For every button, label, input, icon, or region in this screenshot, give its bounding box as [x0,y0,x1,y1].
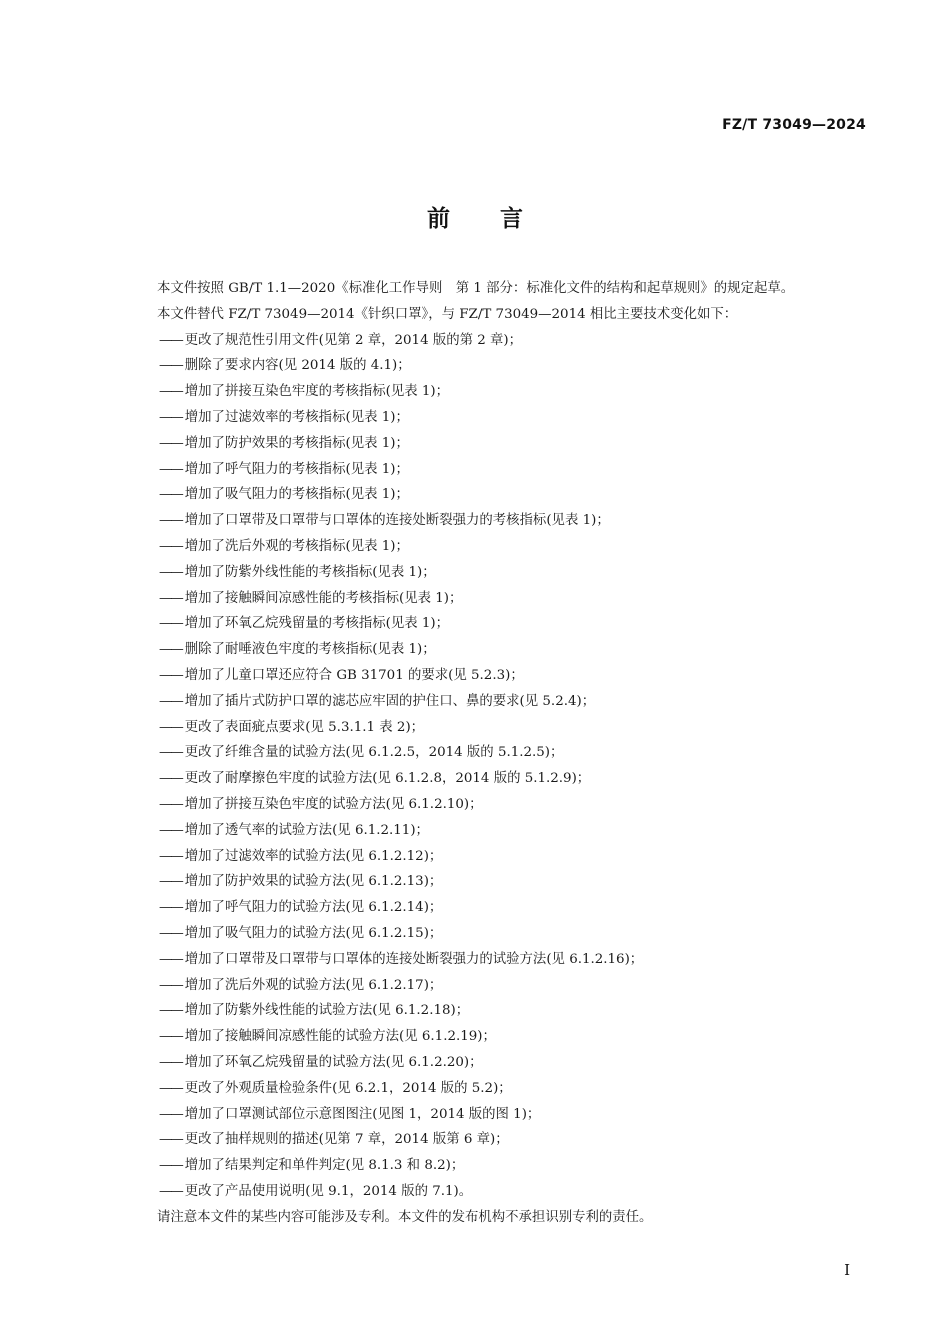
list-item: —— 增加了插片式防护口罩的滤芯应牢固的护住口、鼻的要求(见 5.2.4)； [130,689,862,715]
intro-paragraph-replacement: 本文件替代 FZ/T 73049—2014《针织口罩》，与 FZ/T 73049—2014 相比主要技术变化如下： [157,306,738,322]
list-item: —— 更改了产品使用说明(见 9.1，2014 版的 7.1)。 [130,1179,862,1205]
list-item: —— 增加了环氧乙烷残留量的考核指标(见表 1)； [130,611,862,637]
document-body [130,276,862,1230]
list-item: —— 增加了呼气阻力的试验方法(见 6.1.2.14)； [130,895,862,921]
list-item: —— 增加了儿童口罩还应符合 GB 31701 的要求(见 5.2.3)； [130,663,862,689]
list-item: —— 增加了呼气阻力的考核指标(见表 1)； [130,457,862,483]
list-item: —— 更改了抽样规则的描述(见第 7 章，2014 版第 6 章)； [130,1127,862,1153]
list-item: —— 删除了要求内容(见 2014 版的 4.1)； [130,353,862,379]
list-item: —— 增加了洗后外观的考核指标(见表 1)； [130,534,862,560]
list-item: —— 更改了耐摩擦色牢度的试验方法(见 6.1.2.8，2014 版的 5.1.2.9)； [130,766,862,792]
list-item: —— 更改了外观质量检验条件(见 6.2.1，2014 版的 5.2)； [130,1076,862,1102]
page-title: 前言 [427,206,573,232]
list-item: —— 增加了结果判定和单件判定(见 8.1.3 和 8.2)； [130,1153,862,1179]
list-item: —— 增加了吸气阻力的试验方法(见 6.1.2.15)； [130,921,862,947]
list-item: —— 增加了防护效果的试验方法(见 6.1.2.13)； [130,869,862,895]
list-item: —— 增加了透气率的试验方法(见 6.1.2.11)； [130,818,862,844]
list-item: —— 增加了接触瞬间凉感性能的试验方法(见 6.1.2.19)； [130,1024,862,1050]
document-code: FZ/T 73049—2024 [722,117,866,133]
list-item: —— 增加了防紫外线性能的考核指标(见表 1)； [130,560,862,586]
list-item: —— 增加了过滤效率的考核指标(见表 1)； [130,405,862,431]
list-item: —— 增加了吸气阻力的考核指标(见表 1)； [130,482,862,508]
list-item: —— 增加了接触瞬间凉感性能的考核指标(见表 1)； [130,586,862,612]
list-item: —— 更改了表面疵点要求(见 5.3.1.1 表 2)； [130,715,862,741]
list-item: —— 删除了耐唾液色牢度的考核指标(见表 1)； [130,637,862,663]
list-item: —— 增加了口罩带及口罩带与口罩体的连接处断裂强力的试验方法(见 6.1.2.16)； [130,947,862,973]
patent-notice: 请注意本文件的某些内容可能涉及专利。本文件的发布机构不承担识别专利的责任。 [157,1209,653,1225]
list-item: —— 增加了口罩测试部位示意图图注(见图 1，2014 版的图 1)； [130,1102,862,1128]
intro-paragraph-drafting-rules: 本文件按照 GB/T 1.1—2020《标准化工作导则 第 1 部分：标准化文件的结构和起草规则》的规定起草。 [157,281,795,296]
list-item: —— 增加了口罩带及口罩带与口罩体的连接处断裂强力的考核指标(见表 1)； [130,508,862,534]
list-item: —— 增加了环氧乙烷残留量的试验方法(见 6.1.2.20)； [130,1050,862,1076]
list-item: —— 增加了防紫外线性能的试验方法(见 6.1.2.18)； [130,998,862,1024]
list-item: —— 增加了拼接互染色牢度的考核指标(见表 1)； [130,379,862,405]
list-item: —— 增加了洗后外观的试验方法(见 6.1.2.17)； [130,973,862,999]
list-item: —— 增加了防护效果的考核指标(见表 1)； [130,431,862,457]
page-number: I [844,1261,850,1279]
technical-changes-list [130,328,862,1205]
list-item: —— 更改了规范性引用文件(见第 2 章，2014 版的第 2 章)； [130,328,862,354]
list-item: —— 更改了纤维含量的试验方法(见 6.1.2.5，2014 版的 5.1.2.5)； [130,740,862,766]
list-item: —— 增加了过滤效率的试验方法(见 6.1.2.12)； [130,844,862,870]
list-item: —— 增加了拼接互染色牢度的试验方法(见 6.1.2.10)； [130,792,862,818]
